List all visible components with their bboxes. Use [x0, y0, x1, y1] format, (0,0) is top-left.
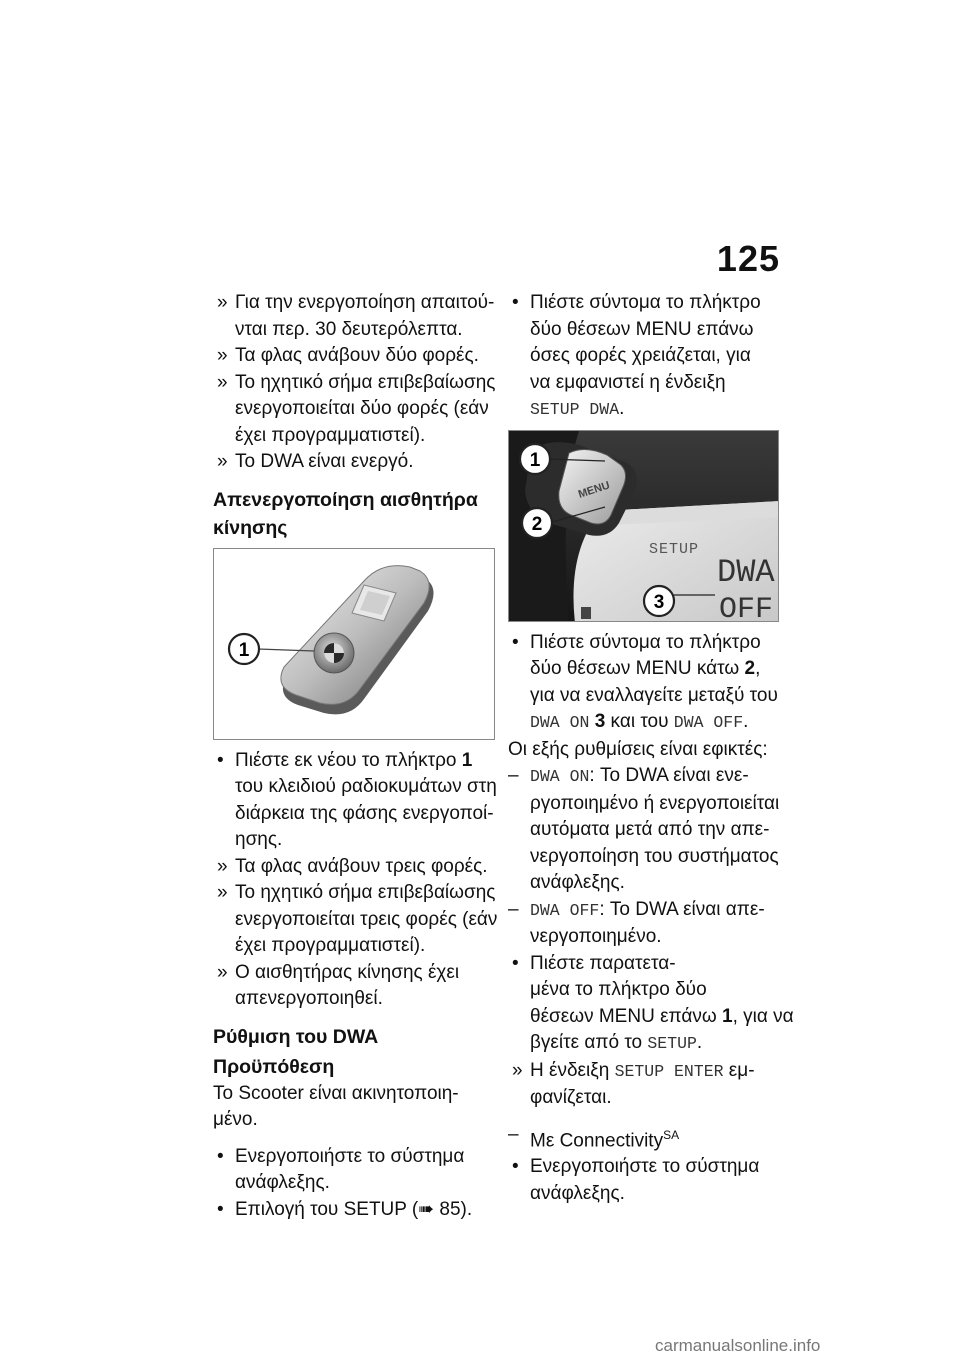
- options-intro: Οι εξής ρυθμίσεις είναι εφικτές:: [508, 738, 768, 760]
- result-arrow-icon: »: [217, 292, 228, 313]
- list-item-continued: ργοποιημένο ή ενεργοποιείται: [530, 792, 780, 814]
- lcd-off-text: OFF: [719, 592, 774, 622]
- left-column: » Για την ενεργοποίηση απαιτού- νται περ. 30 δευτερόλεπτα. » Τα φλας ανάβουν δύο φορές. » Το ηχητικό σήμα επιβεβαίωσης ενεργοποιείται δύο φορές (εάν έχει προγραμματιστεί). » Το DWA είναι ενεργό. Απενεργοποίηση αισθητήρα κίνησης 1 • Πιέστε εκ νέου το πλήκτρο 1 του κλειδιού ραδιοκυμάτων στη διάρκεια της φάσης ενεργοποί- ησης. » Τα φλας ανάβουν τρεις φορές. » Το ηχητικό σήμα επιβεβαίωσης ενεργοποιείται τρεις φορές (εάν έχει προγραμματιστεί). » Ο αισθητήρας κίνησης έχει απενεργοποιηθεί. Ρύθμιση του DWA Προϋπόθεση Το Scooter είναι ακινητοποιη- μένο. • Ενεργοποιήστε το σύστημα ανάφλεξης. • Επιλογή του SETUP (➠ 85).: [213, 290, 495, 1223]
- heading-prerequisite: Προϋπόθεση: [213, 1055, 335, 1078]
- list-item-continued: του κλειδιού ραδιοκυμάτων στη: [235, 776, 497, 797]
- step-press-menu-up: • Πιέστε σύντομα το πλήκτρο: [508, 290, 783, 317]
- list-item-continued: ενεργοποιείται δύο φορές (εάν: [235, 398, 489, 419]
- result-arrow-icon: »: [512, 1059, 523, 1081]
- dash-icon: –: [508, 765, 519, 786]
- page-number: 125: [716, 238, 780, 279]
- fuel-icon: [581, 607, 591, 619]
- list-item: » Για την ενεργοποίηση απαιτού-: [213, 290, 495, 317]
- list-item-continued: ανάφλεξης.: [530, 872, 625, 893]
- heading-dwa-setting: Ρύθμιση του DWA: [213, 1025, 379, 1048]
- list-item: » Ο αισθητήρας κίνησης έχει: [213, 960, 495, 987]
- key-fob-illustration: [214, 549, 495, 740]
- result-arrow-icon: »: [217, 961, 228, 983]
- callout-2: 2: [531, 513, 543, 535]
- list-item: » Το DWA είναι ενεργό.: [213, 449, 495, 476]
- result-arrow-icon: »: [217, 855, 228, 877]
- bullet-icon: •: [217, 1198, 224, 1220]
- bullet-icon: •: [217, 1145, 224, 1167]
- list-item-continued: ησης.: [235, 829, 283, 850]
- right-column: • Πιέστε σύντομα το πλήκτρο δύο θέσεων MENU επάνω όσες φορές χρειάζεται, για να εμφανιστεί η ένδειξη SETUP DWA. MENU 1 2 SETUP DWA OFF 3 • Πιέστε σύντομα το πλήκτρο δύο θέσεων MENU κάτω 2, για να εναλλαγείτε μεταξύ του DWA ON 3 και του DWA OFF. Οι εξής ρυθμίσεις είναι εφικτές: – DWA ON: Το DWA είναι ενε- ργοποιημένο ή ενεργοποιείται αυτόματα μετά από την απε- νεργοποίηση του συστήματος ανάφλεξης. – DWA OFF: Το DWA είναι απε- νεργοποιημένο. • Πιέστε παρατετα- μένα το πλήκτρο δύο θέσεων MENU επάνω 1, για να βγείτε από το SETUP. » Η ένδειξη SETUP ENTER εμ- φανίζεται. – Με Connectivity$^{SA}$ • Ενεργοποιήστε το σύστημα ανάφλεξης.: [508, 292, 794, 1204]
- key-fob-figure: [213, 548, 495, 740]
- dash-icon: –: [508, 1123, 519, 1145]
- list-item-continued: αυτόματα μετά από την απε-: [530, 819, 770, 840]
- list-item-continued: διάρκεια της φάσης ενεργοποί-: [235, 802, 494, 824]
- intro-list: [213, 290, 495, 476]
- list-item: » Το ηχητικό σήμα επιβεβαίωσης: [213, 370, 495, 397]
- result-arrow-icon: »: [217, 371, 228, 393]
- bullet-icon: •: [217, 749, 224, 771]
- list-item-continued: απενεργοποιηθεί.: [235, 988, 383, 1009]
- dash-icon: –: [508, 898, 519, 920]
- deactivate-results-list: [213, 854, 498, 1013]
- menu-display-illustration: [509, 431, 779, 622]
- callout-3: 3: [653, 591, 665, 613]
- step-select-setup: • Επιλογή του SETUP (➠ 85).: [213, 1197, 495, 1224]
- result-setup-enter: » Η ένδειξη SETUP ENTER εμ-: [508, 1058, 783, 1086]
- callout-1: 1: [529, 449, 541, 471]
- bullet-icon: •: [512, 631, 519, 653]
- lcd-setup-text: SETUP: [649, 540, 700, 558]
- watermark: carmanualsonline.info: [655, 1336, 821, 1355]
- bullet-icon: •: [512, 952, 519, 974]
- prerequisite-text: Το Scooter είναι ακινητοποιη- μένο.: [213, 1082, 459, 1130]
- bullet-icon: •: [512, 292, 519, 313]
- list-item-continued: έχει προγραμματιστεί).: [235, 935, 426, 956]
- step-press-key-again: • Πιέστε εκ νέου το πλήκτρο 1: [213, 748, 495, 775]
- step-press-menu-down: • Πιέστε σύντομα το πλήκτρο: [508, 630, 783, 657]
- list-item-continued: έχει προγραμματιστεί).: [235, 424, 426, 446]
- menu-button-label: MENU: [576, 478, 612, 501]
- menu-display-figure: [508, 430, 779, 622]
- list-item-continued: νται περ. 30 δευτερόλεπτα.: [235, 318, 463, 340]
- callout-1: 1: [238, 639, 250, 661]
- result-arrow-icon: »: [217, 451, 228, 472]
- list-item: » Τα φλας ανάβουν δύο φορές.: [213, 343, 495, 370]
- lcd-dwa-text: DWA: [717, 553, 775, 591]
- bullet-icon: •: [512, 1156, 519, 1178]
- list-item-continued: ενεργοποιείται τρεις φορές (εάν: [235, 908, 498, 930]
- list-item-continued: νεργοποίηση του συστήματος: [530, 845, 779, 867]
- heading-deactivate-sensor: Απενεργοποίηση αισθητήρα κίνησης: [213, 488, 478, 539]
- step-ignition-on-2: • Ενεργοποιήστε το σύστημα: [508, 1154, 783, 1181]
- connectivity-condition: – Με Connectivity$^{SA}$: [508, 1123, 680, 1151]
- option-dwa-on: – DWA ON: Το DWA είναι ενε-: [508, 763, 783, 791]
- list-item: » Τα φλας ανάβουν τρεις φορές.: [213, 854, 495, 881]
- result-arrow-icon: »: [217, 882, 228, 903]
- option-dwa-off: – DWA OFF: Το DWA είναι απε-: [508, 897, 783, 925]
- step-long-press-menu: • Πιέστε παρατετα-: [508, 951, 783, 978]
- page-ref-arrow-icon: ➠: [418, 1198, 435, 1220]
- step-ignition-on: • Ενεργοποιήστε το σύστημα: [213, 1144, 495, 1171]
- result-arrow-icon: »: [217, 345, 228, 366]
- step-press-key-again-continued: [213, 774, 495, 854]
- list-item: » Το ηχητικό σήμα επιβεβαίωσης: [213, 880, 495, 907]
